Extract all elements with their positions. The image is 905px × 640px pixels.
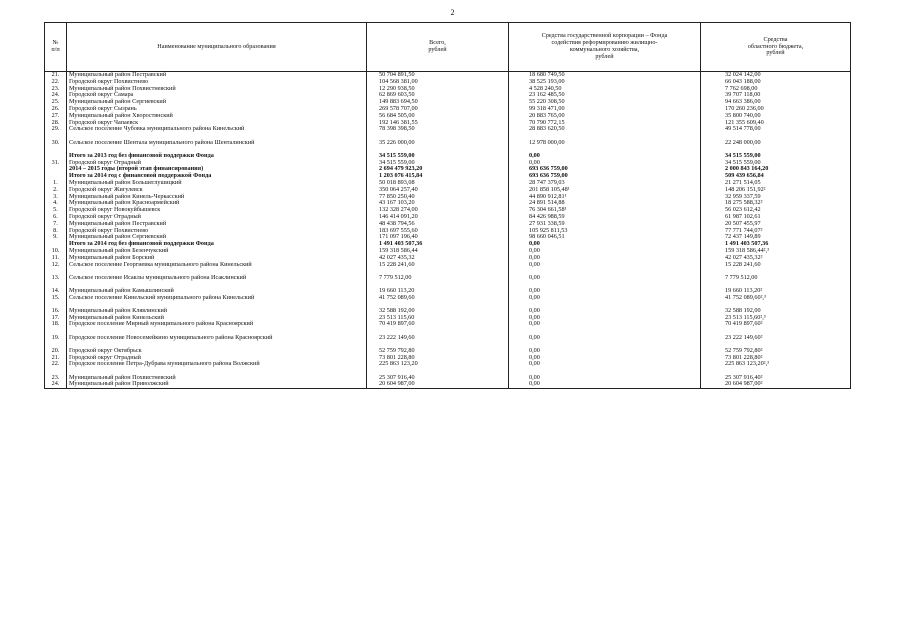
row-regional: 23 513 115,60²,³ <box>701 315 851 322</box>
row-number: 23. <box>45 375 67 382</box>
row-number: 6. <box>45 214 67 221</box>
row-municipality: Муниципальный район Борский <box>67 255 367 262</box>
row-regional: 39 707 118,00 <box>701 92 851 99</box>
row-number: 18. <box>45 321 67 334</box>
row-municipality: Муниципальный район Безенчукский <box>67 248 367 255</box>
row-municipality: Муниципальный район Похвистневский <box>67 86 367 93</box>
row-total: 70 419 897,60 <box>367 321 509 334</box>
row-fund: 20 883 765,00 <box>509 113 701 120</box>
row-fund: 0,00 <box>509 288 701 295</box>
row-number: 24. <box>45 92 67 99</box>
row-total: 25 307 916,40 <box>367 375 509 382</box>
table-row <box>45 295 851 308</box>
row-fund: 0,00 <box>509 348 701 355</box>
row-regional: 35 800 740,00 <box>701 113 851 120</box>
row-regional: 94 663 386,00 <box>701 99 851 106</box>
row-total: 56 684 505,00 <box>367 113 509 120</box>
row-regional: 25 307 916,40² <box>701 375 851 382</box>
row-fund: 55 220 308,50 <box>509 99 701 106</box>
row-fund: 0,00 <box>509 308 701 315</box>
row-regional: 72 437 149,89 <box>701 234 851 241</box>
row-total: 23 222 149,60 <box>367 335 509 348</box>
row-fund: 0,00 <box>509 335 701 348</box>
row-fund: 0,00 <box>509 375 701 382</box>
row-fund: 693 636 759,00 <box>509 173 701 180</box>
row-number: 3. <box>45 194 67 201</box>
row-municipality: Сельское поселение Исаклы муниципального района Исаклинский <box>67 275 367 288</box>
table-row <box>45 262 851 275</box>
row-municipality: Городской округ Отрадный <box>67 214 367 221</box>
row-municipality: Городской округ Чапаевск <box>67 120 367 127</box>
row-municipality: Итого за 2014 год с финансовой поддержкой Фонда <box>67 173 367 180</box>
row-municipality: Муниципальный район Похвистневский <box>67 375 367 382</box>
row-regional: 2 000 843 164,20 <box>701 166 851 173</box>
row-number: 9. <box>45 234 67 241</box>
row-number: 21. <box>45 355 67 362</box>
row-total: 350 064 257,40 <box>367 187 509 194</box>
row-total: 20 604 987,00 <box>367 381 509 388</box>
row-municipality: Муниципальный район Красноармейский <box>67 200 367 207</box>
row-municipality: Муниципальный район Кинельский <box>67 315 367 322</box>
header-number: № п/п <box>45 23 67 72</box>
row-fund: 4 528 240,50 <box>509 86 701 93</box>
row-municipality: Городской округ Самара <box>67 92 367 99</box>
row-number: 12. <box>45 262 67 275</box>
row-fund: 0,00 <box>509 241 701 248</box>
row-fund: 0,00 <box>509 381 701 388</box>
row-municipality: Сельское поселение Чубовка муниципального района Кинельский <box>67 126 367 139</box>
row-municipality: Городской округ Сызрань <box>67 106 367 113</box>
table-body <box>45 72 851 389</box>
row-municipality: Итого за 2013 год без финансовой поддержки Фонда <box>67 153 367 160</box>
row-regional: 34 515 559,00 <box>701 160 851 167</box>
row-number: 11. <box>45 255 67 262</box>
row-regional: 23 222 149,60² <box>701 335 851 348</box>
row-regional: 22 248 000,00 <box>701 140 851 153</box>
row-regional: 61 987 102,61 <box>701 214 851 221</box>
row-municipality: Итого за 2014 год без финансовой поддержки Фонда <box>67 241 367 248</box>
header-total: Всего, рублей <box>367 23 509 72</box>
row-fund: 27 931 338,59 <box>509 221 701 228</box>
row-municipality: Городской округ Новокуйбышевск <box>67 207 367 214</box>
page-number: 2 <box>450 8 455 17</box>
row-number: 22. <box>45 79 67 86</box>
row-number: 2. <box>45 187 67 194</box>
row-regional: 15 228 241,60 <box>701 262 851 275</box>
table-row <box>45 321 851 334</box>
row-fund: 12 978 000,00 <box>509 140 701 153</box>
row-fund: 84 426 988,59 <box>509 214 701 221</box>
row-total: 19 660 113,20 <box>367 288 509 295</box>
row-fund: 38 525 193,00 <box>509 79 701 86</box>
row-municipality: Городской округ Отрадный <box>67 355 367 362</box>
row-regional: 148 206 151,92² <box>701 187 851 194</box>
row-municipality: Городской округ Похвистнево <box>67 79 367 86</box>
row-municipality: Муниципальный район Пестравский <box>67 72 367 79</box>
funding-table <box>44 22 851 389</box>
row-municipality: Муниципальный район Камышлинский <box>67 288 367 295</box>
row-number: 15. <box>45 295 67 308</box>
row-total: 1 203 076 415,84 <box>367 173 509 180</box>
row-number: 5. <box>45 207 67 214</box>
row-fund: 99 318 471,00 <box>509 106 701 113</box>
row-number: 1. <box>45 180 67 187</box>
row-regional: 20 604 987,00² <box>701 381 851 388</box>
row-regional: 19 660 113,20² <box>701 288 851 295</box>
table-row <box>45 381 851 388</box>
row-total: 192 146 381,55 <box>367 120 509 127</box>
row-regional: 32 588 192,00 <box>701 308 851 315</box>
row-regional: 73 801 228,80² <box>701 355 851 362</box>
row-regional: 225 863 123,20²,³ <box>701 361 851 374</box>
row-total: 35 226 000,00 <box>367 140 509 153</box>
row-number: 25. <box>45 99 67 106</box>
row-fund: 0,00 <box>509 275 701 288</box>
row-municipality: Муниципальный район Большеглушицкий <box>67 180 367 187</box>
row-number: 26. <box>45 106 67 113</box>
row-total: 73 801 228,80 <box>367 355 509 362</box>
row-number: 24. <box>45 381 67 388</box>
row-fund: 105 925 811,53 <box>509 228 701 235</box>
row-total: 48 438 794,56 <box>367 221 509 228</box>
row-number: 13. <box>45 275 67 288</box>
row-regional: 42 027 435,32² <box>701 255 851 262</box>
row-number: 16. <box>45 308 67 315</box>
row-total: 42 027 435,32 <box>367 255 509 262</box>
table-row <box>45 335 851 348</box>
row-regional: 1 491 403 507,36 <box>701 241 851 248</box>
row-number: 29. <box>45 126 67 139</box>
table-header <box>45 23 851 72</box>
row-municipality: Муниципальный район Сергиевский <box>67 234 367 241</box>
row-total: 146 414 091,20 <box>367 214 509 221</box>
row-number: 14. <box>45 288 67 295</box>
row-regional: 7 779 512,00 <box>701 275 851 288</box>
row-regional: 7 762 698,00 <box>701 86 851 93</box>
row-total: 1 491 403 507,36 <box>367 241 509 248</box>
row-fund: 693 636 759,00 <box>509 166 701 173</box>
row-total: 62 869 603,50 <box>367 92 509 99</box>
row-municipality: Сельское поселение Кинельский муниципального района Кинельский <box>67 295 367 308</box>
row-number: 19. <box>45 335 67 348</box>
row-fund: 28 883 620,50 <box>509 126 701 139</box>
row-number: 23. <box>45 86 67 93</box>
row-fund: 28 747 379,03 <box>509 180 701 187</box>
row-number: 8. <box>45 228 67 235</box>
row-number: 17. <box>45 315 67 322</box>
row-fund: 0,00 <box>509 321 701 334</box>
row-regional: 20 507 455,97 <box>701 221 851 228</box>
row-regional: 41 752 089,60²,³ <box>701 295 851 308</box>
row-total: 132 328 274,00 <box>367 207 509 214</box>
row-municipality: Городское поселение Новосемейкино муниципального района Красноярский <box>67 335 367 348</box>
row-municipality: Муниципальный район Хворостянский <box>67 113 367 120</box>
row-municipality: Городское поселение Мирный муниципального района Красноярский <box>67 321 367 334</box>
row-number: 20. <box>45 348 67 355</box>
row-regional: 66 043 188,00 <box>701 79 851 86</box>
row-number: 21. <box>45 72 67 79</box>
row-total: 149 883 694,50 <box>367 99 509 106</box>
row-fund: 0,00 <box>509 255 701 262</box>
row-number: 7. <box>45 221 67 228</box>
row-total: 50 018 893,08 <box>367 180 509 187</box>
row-fund: 98 660 046,51 <box>509 234 701 241</box>
row-total: 34 515 559,00 <box>367 160 509 167</box>
row-number: 30. <box>45 140 67 153</box>
row-total: 78 398 398,50 <box>367 126 509 139</box>
row-municipality: Муниципальный район Приволжский <box>67 381 367 388</box>
table-row <box>45 361 851 374</box>
row-number: 10. <box>45 248 67 255</box>
row-municipality: 2014 – 2015 годы (второй этап финансирования) <box>67 166 367 173</box>
row-municipality: Сельское поселение Георгиевка муниципального района Кинельский <box>67 262 367 275</box>
row-number <box>45 166 67 173</box>
row-total: 269 578 707,00 <box>367 106 509 113</box>
row-regional: 77 771 744,07² <box>701 228 851 235</box>
row-regional: 18 275 588,32² <box>701 200 851 207</box>
row-total: 171 097 196,40 <box>367 234 509 241</box>
row-fund: 44 890 912,81¹ <box>509 194 701 201</box>
row-regional: 70 419 897,60² <box>701 321 851 334</box>
row-fund: 24 891 514,88 <box>509 200 701 207</box>
row-fund: 0,00 <box>509 315 701 322</box>
row-regional: 159 318 586,44²,³ <box>701 248 851 255</box>
row-fund: 23 162 485,50 <box>509 92 701 99</box>
row-regional: 121 355 609,40 <box>701 120 851 127</box>
row-fund: 0,00 <box>509 361 701 374</box>
row-fund: 0,00 <box>509 295 701 308</box>
header-fund: Средства государственной корпорации – Фонда содействия реформированию жилищно- коммунального хозяйства, рублей <box>509 23 701 72</box>
row-total: 41 752 089,60 <box>367 295 509 308</box>
row-total: 225 863 123,20 <box>367 361 509 374</box>
row-total: 183 697 555,60 <box>367 228 509 235</box>
row-fund: 18 680 749,50 <box>509 72 701 79</box>
row-total: 32 588 192,00 <box>367 308 509 315</box>
row-regional: 34 515 559,00 <box>701 153 851 160</box>
row-total: 77 850 250,40 <box>367 194 509 201</box>
row-municipality: Муниципальный район Сергиевский <box>67 99 367 106</box>
row-total: 104 568 381,00 <box>367 79 509 86</box>
row-fund: 70 790 772,15 <box>509 120 701 127</box>
table-row <box>45 275 851 288</box>
row-total: 34 515 559,00 <box>367 153 509 160</box>
row-municipality: Муниципальный район Клявлинский <box>67 308 367 315</box>
row-fund: 0,00 <box>509 262 701 275</box>
row-fund: 0,00 <box>509 160 701 167</box>
row-municipality: Городское поселение Петра-Дубрава муниципального района Волжский <box>67 361 367 374</box>
row-total: 52 759 792,80 <box>367 348 509 355</box>
row-total: 159 318 586,44 <box>367 248 509 255</box>
header-municipality: Наименование муниципального образования <box>67 23 367 72</box>
header-regional: Средства областного бюджета, рублей <box>701 23 851 72</box>
row-total: 15 228 241,60 <box>367 262 509 275</box>
row-regional: 56 023 612,42 <box>701 207 851 214</box>
row-number: 22. <box>45 361 67 374</box>
row-regional: 170 260 236,00 <box>701 106 851 113</box>
row-municipality: Городской округ Похвистнево <box>67 228 367 235</box>
row-municipality: Городской округ Отрадный <box>67 160 367 167</box>
row-fund: 201 858 105,48¹ <box>509 187 701 194</box>
row-total: 43 167 103,20 <box>367 200 509 207</box>
row-fund: 0,00 <box>509 153 701 160</box>
row-municipality: Муниципальный район Кинель-Черкасский <box>67 194 367 201</box>
row-regional: 32 024 142,00 <box>701 72 851 79</box>
row-fund: 76 304 661,58¹ <box>509 207 701 214</box>
table-row <box>45 126 851 139</box>
row-fund: 0,00 <box>509 248 701 255</box>
row-number: 28. <box>45 120 67 127</box>
row-total: 50 704 891,50 <box>367 72 509 79</box>
row-regional: 52 759 792,80² <box>701 348 851 355</box>
row-number: 31. <box>45 160 67 167</box>
row-fund: 0,00 <box>509 355 701 362</box>
row-regional: 49 514 778,00 <box>701 126 851 139</box>
row-total: 23 513 115,60 <box>367 315 509 322</box>
row-municipality: Городской округ Октябрьск <box>67 348 367 355</box>
row-total: 2 694 479 923,20 <box>367 166 509 173</box>
row-municipality: Городской округ Жигулевск <box>67 187 367 194</box>
row-regional: 32 959 337,59 <box>701 194 851 201</box>
row-municipality: Сельское поселение Шентала муниципального района Шенталинский <box>67 140 367 153</box>
row-total: 12 290 938,50 <box>367 86 509 93</box>
table-row <box>45 140 851 153</box>
row-total: 7 779 512,00 <box>367 275 509 288</box>
row-regional: 509 439 656,84 <box>701 173 851 180</box>
row-number: 4. <box>45 200 67 207</box>
row-regional: 21 271 514,05 <box>701 180 851 187</box>
row-number: 27. <box>45 113 67 120</box>
row-municipality: Муниципальный район Пестравский <box>67 221 367 228</box>
